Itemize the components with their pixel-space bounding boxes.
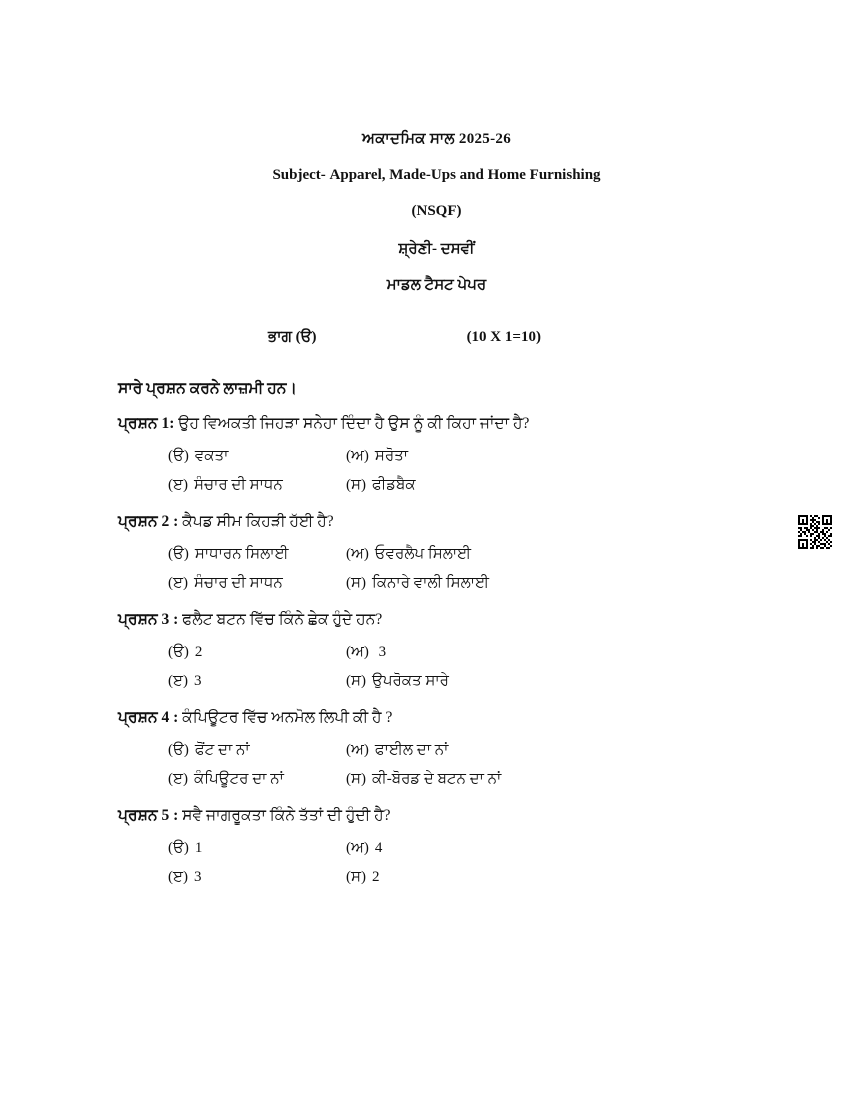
option-marker: (ਅ) <box>346 447 369 464</box>
option-text: ਉਪਰੋਕਤ ਸਾਰੇ <box>371 673 449 690</box>
option-text: 3 <box>193 869 202 886</box>
option-d[interactable] <box>346 868 379 888</box>
option-marker: (ੲ) <box>168 673 188 690</box>
option-marker: (ੲ) <box>168 869 188 886</box>
option-text: ਸਰੋਤਾ <box>374 447 409 464</box>
option-text: 2 <box>194 643 203 660</box>
instruction-text: ਸਾਰੇ ਪ੍ਰਸ਼ਨ ਕਰਨੇ ਲਾਜ਼ਮੀ ਹਨ। <box>118 380 297 397</box>
question-text: ਕੰਪਿਊਟਰ ਵਿੱਚ ਅਨਮੋਲ ਲਿਪੀ ਕੀ ਹੈ ? <box>182 708 393 726</box>
part-label: ਭਾਗ (ੳ) <box>268 329 317 345</box>
subject-label: Subject- <box>272 167 326 183</box>
option-c[interactable] <box>168 770 346 790</box>
option-b[interactable] <box>346 839 382 859</box>
option-marker: (ੲ) <box>168 575 188 592</box>
option-text: ਵਕਤਾ <box>194 447 229 464</box>
part-header <box>118 328 755 346</box>
option-marker: (ੳ) <box>168 741 189 758</box>
part-marks: (10 X 1=10) <box>466 329 541 345</box>
option-a[interactable] <box>168 741 346 761</box>
option-marker: (ਅ) <box>346 839 369 856</box>
option-a[interactable] <box>168 643 346 663</box>
question-text: ਸਵੈ ਜਾਗਰੂਕਤਾ ਕਿੰਨੇ ਤੱਤਾਂ ਦੀ ਹੁੰਦੀ ਹੈ? <box>182 806 391 824</box>
option-d[interactable] <box>346 476 416 496</box>
subject-value: Apparel, Made-Ups and Home Furnishing <box>329 167 601 183</box>
option-c[interactable] <box>168 868 346 888</box>
option-marker: (ੳ) <box>168 447 189 464</box>
option-text: ਸਾਧਾਰਨ ਸਿਲਾਈ <box>194 545 289 562</box>
option-text: ਫਾਈਲ ਦਾ ਨਾਂ <box>374 741 449 758</box>
option-marker: (ਸ) <box>346 869 366 886</box>
option-c[interactable] <box>168 574 346 594</box>
option-a[interactable] <box>168 839 346 859</box>
qr-code-icon <box>798 515 832 549</box>
option-marker: (ੳ) <box>168 545 189 562</box>
option-text: 1 <box>194 839 203 856</box>
option-group <box>118 839 755 888</box>
option-c[interactable] <box>168 476 346 496</box>
option-text: ਫੀਡਬੈਕ <box>371 477 416 494</box>
option-text: 4 <box>374 839 383 856</box>
option-a[interactable] <box>168 545 346 565</box>
question-item <box>118 806 755 827</box>
question-item <box>118 414 755 435</box>
nsqf-label: (NSQF) <box>411 203 462 219</box>
option-marker: (ੳ) <box>168 643 189 660</box>
option-marker: (ਅ) <box>346 643 369 660</box>
question-item <box>118 512 755 533</box>
option-marker: (ਸ) <box>346 477 366 494</box>
option-b[interactable] <box>346 741 448 761</box>
option-marker: (ਸ) <box>346 575 366 592</box>
question-label: ਪ੍ਰਸ਼ਨ 2 : <box>118 512 179 530</box>
option-row <box>118 476 755 496</box>
option-text: ਸੰਚਾਰ ਦੀ ਸਾਧਨ <box>193 477 283 494</box>
option-row <box>118 741 755 761</box>
class-label: ਸ਼੍ਰੇਣੀ- ਦਸਵੀਂ <box>398 241 475 257</box>
option-marker: (ੳ) <box>168 839 189 856</box>
option-marker: (ੲ) <box>168 771 188 788</box>
option-a[interactable] <box>168 447 346 467</box>
option-c[interactable] <box>168 672 346 692</box>
paper-type-label: ਮਾਡਲ ਟੈਸਟ ਪੇਪਰ <box>386 277 487 293</box>
option-text: ਕੰਪਿਊਟਰ ਦਾ ਨਾਂ <box>193 771 284 788</box>
option-marker: (ਸ) <box>346 771 366 788</box>
option-row <box>118 643 755 663</box>
question-text: ਫਲੈਟ ਬਟਨ ਵਿੱਚ ਕਿੰਨੇ ਛੇਕ ਹੁੰਦੇ ਹਨ? <box>182 610 383 628</box>
subject-line <box>118 166 755 184</box>
question-label: ਪ੍ਰਸ਼ਨ 3 : <box>118 610 179 628</box>
option-b[interactable] <box>346 545 471 565</box>
question-label: ਪ੍ਰਸ਼ਨ 5 : <box>118 806 179 824</box>
option-text: ਕੀ-ਬੋਰਡ ਦੇ ਬਟਨ ਦਾ ਨਾਂ <box>371 771 502 788</box>
question-label: ਪ੍ਰਸ਼ਨ 4 : <box>118 708 179 726</box>
option-row <box>118 839 755 859</box>
option-row <box>118 770 755 790</box>
option-group <box>118 741 755 790</box>
option-text: 3 <box>378 643 387 660</box>
option-text: 3 <box>193 673 202 690</box>
option-marker: (ਸ) <box>346 673 366 690</box>
option-text: ਸੰਚਾਰ ਦੀ ਸਾਧਨ <box>193 575 283 592</box>
option-row <box>118 672 755 692</box>
option-row <box>118 868 755 888</box>
option-marker: (ਅ) <box>346 545 369 562</box>
option-d[interactable] <box>346 574 489 594</box>
option-d[interactable] <box>346 672 449 692</box>
question-item <box>118 708 755 729</box>
option-b[interactable] <box>346 447 408 467</box>
question-text: ਉਹ ਵਿਅਕਤੀ ਜਿਹੜਾ ਸਨੇਹਾ ਦਿੰਦਾ ਹੈ ਉਸ ਨੂੰ ਕੀ ਕਿਹਾ ਜਾਂਦਾ ਹੈ? <box>178 415 530 432</box>
option-text: ਫੋਂਟ ਦਾ ਨਾਂ <box>194 741 250 758</box>
option-text: ਓਵਰਲੈਪ ਸਿਲਾਈ <box>374 545 472 562</box>
option-marker: (ੲ) <box>168 477 188 494</box>
option-group <box>118 643 755 692</box>
option-group <box>118 447 755 496</box>
option-marker: (ਅ) <box>346 741 369 758</box>
option-d[interactable] <box>346 770 501 790</box>
option-row <box>118 447 755 467</box>
question-label: ਪ੍ਰਸ਼ਨ 1: <box>118 415 175 432</box>
option-text: ਕਿਨਾਰੇ ਵਾਲੀ ਸਿਲਾਈ <box>371 575 490 592</box>
academic-year: ਅਕਾਦਮਿਕ ਸਾਲ 2025-26 <box>362 131 511 147</box>
option-row <box>118 574 755 594</box>
question-text: ਕੈਪਡ ਸੀਮ ਕਿਹੜੀ ਹੱਈ ਹੈ? <box>182 512 334 530</box>
option-b[interactable] <box>346 643 386 663</box>
question-item <box>118 610 755 631</box>
option-text: 2 <box>371 869 380 886</box>
option-row <box>118 545 755 565</box>
option-group <box>118 545 755 594</box>
